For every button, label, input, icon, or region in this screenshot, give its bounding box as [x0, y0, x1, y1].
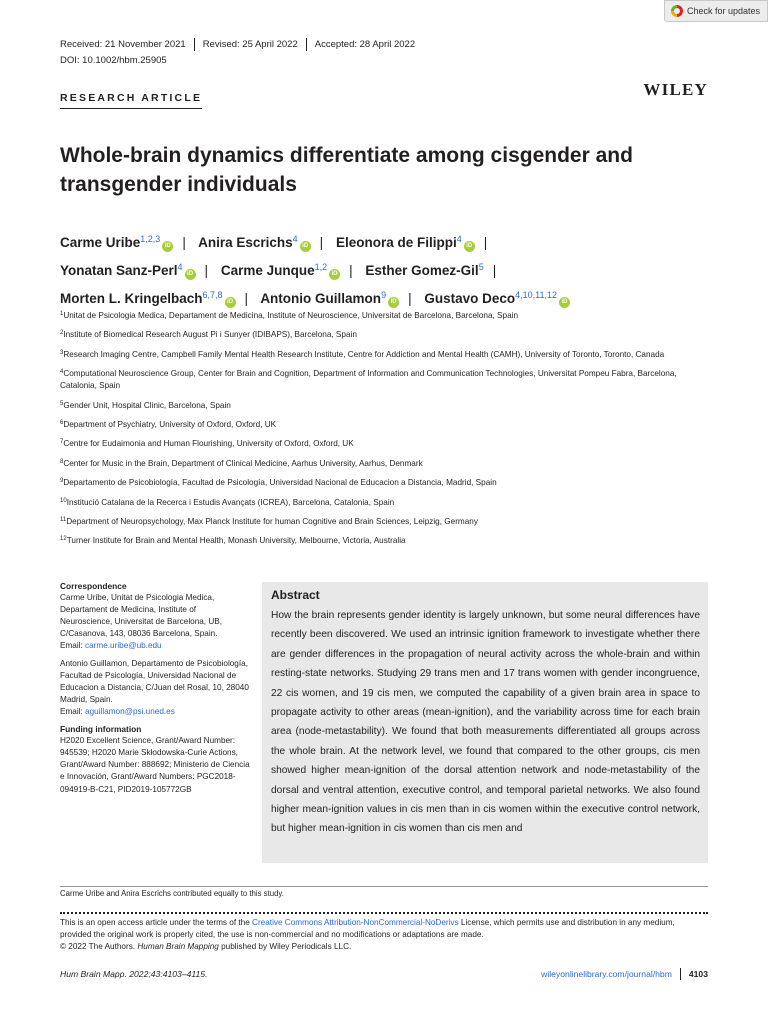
affiliation: [60, 495, 700, 509]
publisher-logo: WILEY: [643, 80, 708, 99]
article-type: RESEARCH ARTICLE: [60, 92, 202, 109]
orcid-icon[interactable]: iD: [162, 241, 173, 252]
author-affiliation-ref[interactable]: 6,7,8: [202, 290, 223, 300]
affiliation-text: Computational Neuroscience Group, Center for Brain and Cognition, Department of Information and Communication Technologies, Universitat Pompeu Fabra, Barcelona, Catalonia, Spain: [60, 369, 677, 391]
email-label: Email:: [60, 641, 86, 651]
affiliation-number: 10: [60, 497, 67, 504]
abstract-box: [262, 582, 708, 863]
affiliation-number: 5: [60, 400, 64, 407]
email-link-1[interactable]: carme.uribe@ub.edu: [85, 641, 162, 651]
email-label: Email:: [60, 706, 86, 716]
author-affiliation-ref[interactable]: 5: [478, 262, 484, 272]
affiliation-number: 2: [60, 330, 64, 337]
author-affiliation-ref[interactable]: 1,2,3: [140, 234, 161, 244]
correspondence-address-1: Carme Uribe, Unitat de Psicologia Medica, Departament de Medicina, Institute of Neuroscience, Universitat de Barcelona, UB, C/Casanova, 143, 08036 Barcelona, Spain.: [60, 593, 223, 639]
affiliation-number: 4: [60, 369, 64, 376]
author-line-2: [60, 255, 720, 283]
orcid-icon[interactable]: iD: [464, 241, 475, 252]
funding-text: H2020 Excellent Science, Grant/Award Number: 945539; H2020 Marie Skłodowska-Curie Actions, Grant/Award Number: 888692; Ministerio de Ciencia e Innovación, Grant/Award Numbers: PGC2018-094919-B-C21, PID2019-105772GB: [60, 736, 250, 794]
affiliation: [60, 366, 700, 392]
journal-url-link[interactable]: wileyonlinelibrary.com/journal/hbm: [541, 969, 672, 979]
crossmark-icon: [671, 5, 683, 17]
author-affiliation-ref[interactable]: 1,2: [314, 262, 328, 272]
equal-contribution-note: Carme Uribe and Anira Escrichs contributed equally to this study.: [60, 886, 708, 898]
orcid-icon[interactable]: iD: [559, 297, 570, 308]
author-affiliation-ref[interactable]: 4: [292, 234, 298, 244]
affiliation: [60, 514, 700, 528]
affiliation-text: Research Imaging Centre, Campbell Family Mental Health Research Institute, Centre for Addiction and Mental Health (CAMH), University of Toronto, Toronto, Canada: [63, 349, 665, 359]
author-name[interactable]: Gustavo Deco: [424, 291, 516, 306]
affiliation-number: 3: [60, 349, 64, 356]
author-name[interactable]: Esther Gomez-Gil: [365, 263, 479, 278]
author-separator: |: [204, 263, 209, 278]
affiliation-text: Departamento de Psicobiología, Facultad de Psicología, Universidad Nacional de Educacion a Distancia, Madrid, Spain: [63, 478, 497, 488]
author-affiliation-ref[interactable]: 4: [177, 262, 183, 272]
copyright-pre: © 2022 The Authors.: [60, 942, 138, 951]
copyright-post: published by Wiley Periodicals LLC.: [218, 942, 352, 951]
email-link-2[interactable]: aguillamon@psi.uned.es: [85, 706, 175, 716]
author-separator: |: [244, 291, 249, 306]
affiliation-text: Gender Unit, Hospital Clinic, Barcelona, Spain: [63, 400, 231, 410]
author-separator: |: [483, 235, 488, 250]
correspondence-heading: Correspondence: [60, 581, 127, 591]
author-affiliation-ref[interactable]: 4,10,11,12: [515, 290, 558, 300]
author-name[interactable]: Morten L. Kringelbach: [60, 291, 203, 306]
author-affiliation-ref[interactable]: 4: [456, 234, 462, 244]
affiliation-number: 6: [60, 419, 64, 426]
affiliation-text: Turner Institute for Brain and Mental Health, Monash University, Melbourne, Victoria, Australia: [66, 536, 406, 546]
footer-right: [541, 968, 708, 980]
author-name[interactable]: Yonatan Sanz-Perl: [60, 263, 178, 278]
author-name[interactable]: Carme Uribe: [60, 235, 141, 250]
abstract-heading: Abstract: [271, 588, 320, 602]
author-name[interactable]: Antonio Guillamon: [260, 291, 382, 306]
orcid-icon[interactable]: iD: [225, 297, 236, 308]
author-name[interactable]: Eleonora de Filippi: [335, 235, 457, 250]
affiliation-text: Institute of Biomedical Research August Pi i Sunyer (IDIBAPS), Barcelona, Spain: [63, 330, 357, 340]
affiliation-number: 7: [60, 439, 64, 446]
affiliation-number: 9: [60, 478, 64, 485]
affiliation-text: Department of Psychiatry, University of Oxford, Oxford, UK: [63, 419, 277, 429]
article-title: Whole-brain dynamics differentiate among cisgender and transgender individuals: [60, 144, 633, 196]
affiliation: [60, 398, 700, 412]
check-for-updates-button[interactable]: [664, 0, 768, 22]
author-affiliation-ref[interactable]: 9: [381, 290, 387, 300]
correspondence-2: [60, 658, 250, 718]
affiliation-number: 11: [60, 516, 67, 523]
affiliation: [60, 417, 700, 431]
orcid-icon[interactable]: iD: [329, 269, 340, 280]
affiliation: [60, 533, 700, 547]
author-separator: |: [319, 235, 324, 250]
author-separator: |: [182, 235, 186, 250]
license-notice: [60, 912, 708, 953]
affiliation: [60, 436, 700, 450]
affiliation: [60, 327, 700, 341]
orcid-icon[interactable]: iD: [185, 269, 196, 280]
affiliation-text: Center for Music in the Brain, Department of Clinical Medicine, Aarhus University, Aarhus, Denmark: [63, 458, 423, 468]
affiliation-number: 1: [60, 311, 64, 317]
affiliation-number: 8: [60, 458, 64, 465]
affiliation-text: Department of Neuropsychology, Max Planck Institute for human Cognitive and Brain Sciences, Leipzig, Germany: [66, 516, 478, 526]
license-link[interactable]: Creative Commons Attribution-NonCommercial-NoDerivs: [252, 918, 459, 927]
license-text-pre: This is an open access article under the terms of the: [60, 918, 253, 927]
affiliation-text: Centre for Eudaimonia and Human Flourishing, University of Oxford, Oxford, UK: [63, 439, 354, 449]
affiliation-text: Institució Catalana de la Recerca i Estudis Avançats (ICREA), Barcelona, Catalonia, Spain: [66, 497, 395, 507]
funding-heading: Funding information: [60, 724, 142, 735]
publication-dates: [60, 38, 423, 51]
affiliation-list: [60, 308, 700, 553]
author-name[interactable]: Anira Escrichs: [198, 235, 293, 250]
affiliation: [60, 456, 700, 470]
revised-date: Revised: 25 April 2022: [194, 38, 306, 51]
affiliation: [60, 475, 700, 489]
license-text-post: License, which permits use and distribution in any medium, provided the original work is properly cited, the use is non-commercial and no modifications or adaptations are made.: [60, 918, 675, 939]
received-date: Received: 21 November 2021: [60, 39, 186, 50]
author-list: [60, 227, 720, 311]
page-footer: [60, 968, 708, 980]
author-line-1: [60, 227, 720, 255]
doi: DOI: 10.1002/hbm.25905: [60, 55, 167, 66]
affiliation-number: 12: [60, 536, 67, 543]
affiliation: [60, 347, 700, 361]
correspondence-address-2: Antonio Guillamon, Departamento de Psicobiología, Facultad de Psicología, Universidad Nacional de Educacion a Distancia, C/Juan del Rosal, 10, 28040 Madrid, Spain.: [60, 658, 249, 704]
author-name[interactable]: Carme Junque: [220, 263, 315, 278]
accepted-date: Accepted: 28 April 2022: [306, 38, 423, 51]
orcid-icon[interactable]: iD: [300, 241, 311, 252]
abstract-text: How the brain represents gender identity is largely unknown, but some neural differences have recently been discovered. We used an intrinsic ignition framework to investigate whether there are gender differences in the propagation of neural activity across the whole-brain and within resting-state networks. Studying 29 trans men and 17 trans women with gender incongruence, 22 cis women, and 19 cis men, we computed the capability of a given brain area in space to propagate activity to other areas (mean-ignition), and the variability across time for each brain area (node-metastability). We found that both measurements differentiated all groups across the whole brain. At the network level, we found that compared to the other groups, cis men showed higher mean-ignition of the dorsal attention network and node-metastability of the dorsal and ventral attention, executive control, and temporal parietal networks. We also found higher mean-ignition values in cis men than in cis women within the executive control network, but higher mean-ignition in cis women than cis men and: [271, 610, 700, 835]
page-number: 4103: [680, 968, 708, 980]
affiliation-text: Unitat de Psicologia Medica, Departament de Medicina, Institute of Neuroscience, Universitat de Barcelona, Barcelona, Spain: [63, 311, 518, 320]
correspondence-1: [60, 592, 250, 652]
citation: Hum Brain Mapp. 2022;43:4103–4115.: [60, 969, 208, 979]
author-line-3: [60, 283, 720, 311]
correspondence-sidebar: [60, 580, 250, 801]
check-for-updates-label: Check for updates: [687, 6, 761, 16]
author-separator: |: [408, 291, 412, 306]
orcid-icon[interactable]: iD: [388, 297, 399, 308]
copyright-journal: Human Brain Mapping: [137, 942, 219, 951]
author-separator: |: [349, 263, 353, 278]
author-separator: |: [492, 263, 497, 278]
affiliation: [60, 308, 700, 322]
